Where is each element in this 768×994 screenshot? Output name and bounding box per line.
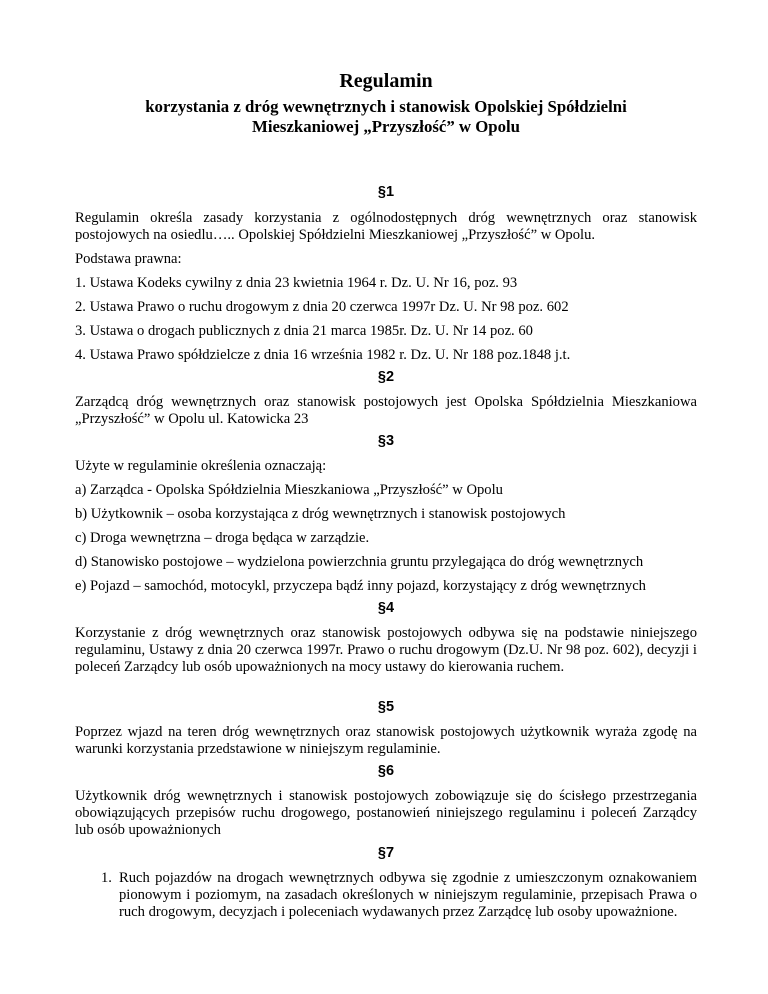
- section-1-intro: Regulamin określa zasady korzystania z ogólnodostępnych dróg wewnętrznych oraz stanowisk postojowych na osiedlu….. Opolskiej Spółdzielni Mieszkaniowej „Przyszłość” w Opolu.: [75, 210, 697, 243]
- legal-basis-item: 3. Ustawa o drogach publicznych z dnia 21 marca 1985r. Dz. U. Nr 14 poz. 60: [75, 323, 533, 339]
- subtitle-line-1: korzystania z dróg wewnętrznych i stanowisk Opolskiej Spółdzielni: [145, 97, 627, 116]
- section-2-mark: §2: [377, 369, 395, 385]
- section-4-text: Korzystanie z dróg wewnętrznych oraz stanowisk postojowych odbywa się na podstawie niniejszego regulaminu, Ustawy z dnia 20 czerwca 1997r. Prawo o ruchu drogowym (Dz.U. Nr 98 poz. 602), decyzji i poleceń Zarządcy lub osób upoważnionych na mocy ustawy do kierowania ruchem.: [75, 625, 697, 675]
- section-6-mark: §6: [377, 763, 395, 779]
- section-2-text: Zarządcą dróg wewnętrznych oraz stanowisk postojowych jest Opolska Spółdzielnia Mieszkaniowa „Przyszłość” w Opolu ul. Katowicka 23: [75, 394, 697, 427]
- definition-item: d) Stanowisko postojowe – wydzielona powierzchnia gruntu przylegająca do dróg wewnętrznych: [75, 554, 644, 570]
- section-1-mark: §1: [377, 184, 395, 200]
- definition-item: e) Pojazd – samochód, motocykl, przyczepa bądź inny pojazd, korzystający z dróg wewnętrznych: [75, 578, 646, 594]
- section-6-text: Użytkownik dróg wewnętrznych i stanowisk postojowych zobowiązuje się do ścisłego przestrzegania obowiązujących przepisów ruchu drogowego, postanowień niniejszego regulaminu i poleceń Zarządcy lub osób upoważnionych: [75, 788, 697, 838]
- legal-basis-item: 2. Ustawa Prawo o ruchu drogowym z dnia 20 czerwca 1997r Dz. U. Nr 98 poz. 602: [75, 299, 569, 315]
- legal-basis-item: 1. Ustawa Kodeks cywilny z dnia 23 kwietnia 1964 r. Dz. U. Nr 16, poz. 93: [75, 275, 518, 291]
- definition-item: c) Droga wewnętrzna – droga będąca w zarządzie.: [75, 530, 370, 546]
- document-subtitle: [75, 97, 697, 136]
- list-item-text: Ruch pojazdów na drogach wewnętrznych odbywa się zgodnie z umieszczonym oznakowaniem pionowym i poziomym, na zasadach określonych w niniejszym regulaminie, przepisach Prawa o ruch drogowym, decyzjach i poleceniach wydawanych przez Zarządcę lub osoby upoważnione.: [119, 870, 697, 920]
- section-5-mark: §5: [377, 699, 395, 715]
- definition-item: b) Użytkownik – osoba korzystająca z dróg wewnętrznych i stanowisk postojowych: [75, 506, 566, 522]
- subtitle-line-2: Mieszkaniowej „Przyszłość” w Opolu: [251, 116, 520, 136]
- legal-basis-item: 4. Ustawa Prawo spółdzielcze z dnia 16 września 1982 r. Dz. U. Nr 188 poz.1848 j.t.: [75, 347, 571, 363]
- section-3-intro: Użyte w regulaminie określenia oznaczają:: [75, 458, 327, 474]
- section-4-mark: §4: [377, 600, 395, 616]
- list-item-number: 1.: [101, 870, 112, 886]
- section-3-mark: §3: [377, 433, 395, 449]
- section-7-mark: §7: [377, 845, 395, 861]
- legal-basis-label: Podstawa prawna:: [75, 251, 182, 267]
- section-5-text: Poprzez wjazd na teren dróg wewnętrznych oraz stanowisk postojowych użytkownik wyraża zgodę na warunki korzystania przedstawione w niniejszym regulaminie.: [75, 724, 697, 757]
- definition-item: a) Zarządca - Opolska Spółdzielnia Mieszkaniowa „Przyszłość” w Opolu: [75, 482, 503, 498]
- document-title: Regulamin: [339, 70, 433, 92]
